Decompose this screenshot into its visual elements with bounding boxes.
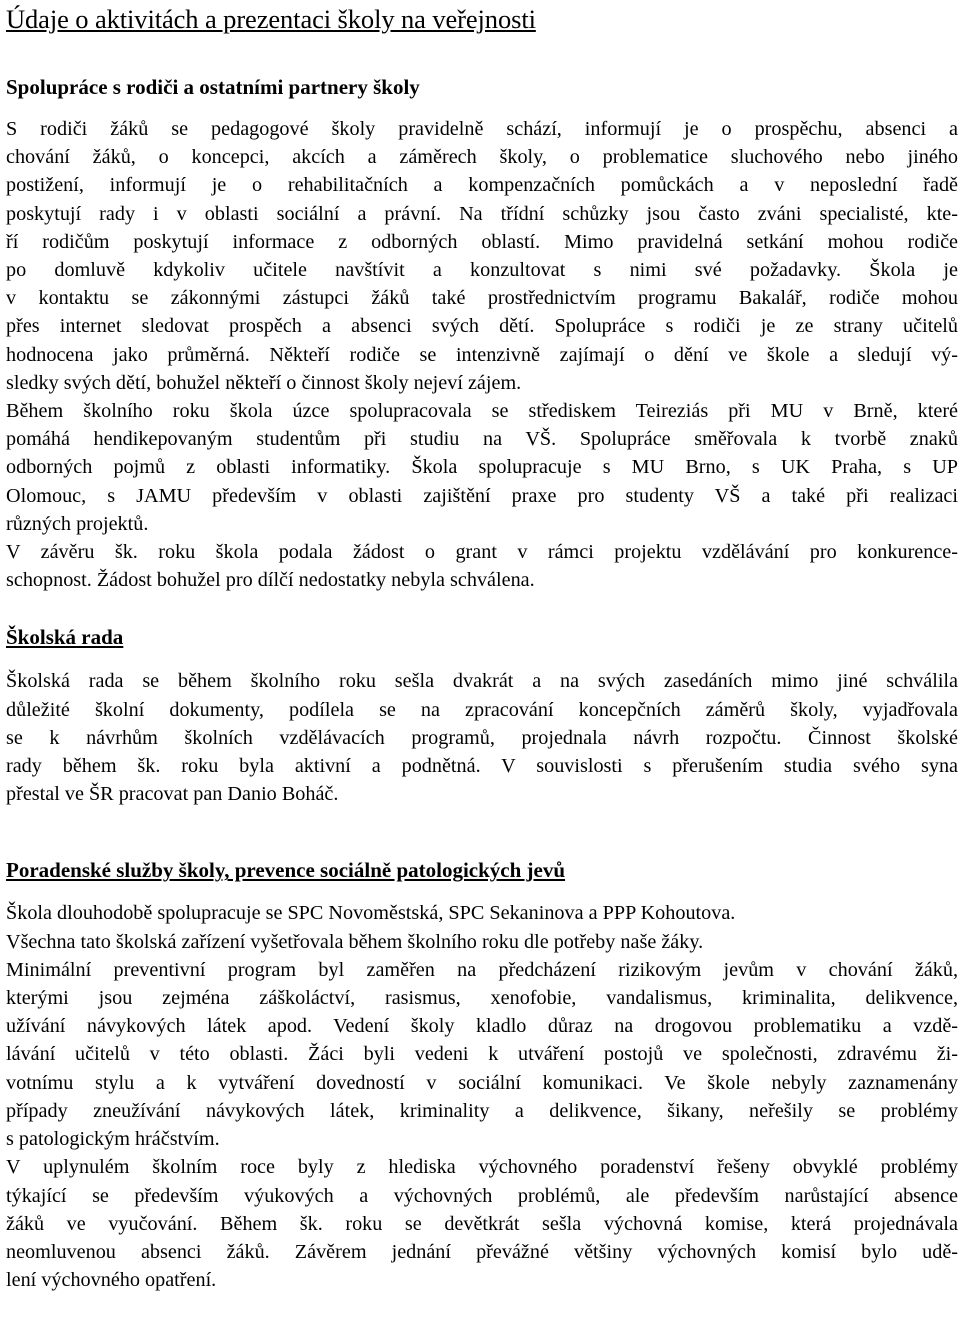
text-line: lávání učitelů v této oblasti. Žáci byli vedeni k utváření postojů ve společnosti, zdravému ži- (6, 1043, 958, 1066)
section-heading-spoluprace: Spolupráce s rodiči a ostatními partnery školy (6, 75, 420, 99)
text-line: se k návrhům školních vzdělávacích programů, projednala návrh rozpočtu. Činnost školské (6, 726, 958, 749)
section-heading-poradenske-sluzby: Poradenské služby školy, prevence sociálně patologických jevů (6, 858, 566, 883)
text-line: žáků ve vyučování. Během šk. roku se devětkrát sešla výchovná komise, která projednávala (6, 1212, 958, 1235)
text-line: votnímu stylu a k vytváření dovedností v sociální komunikaci. Ve škole nebyly zaznamenány (6, 1071, 958, 1094)
text-line: týkající se především výukových a výchovných problémů, ale především narůstající absence (6, 1184, 958, 1207)
text-line: po domluvě kdykoliv učitele navštívit a konzultovat s nimi své požadavky. Škola je (6, 259, 958, 282)
text-line: případy zneužívání návykových látek, kriminality a delikvence, šikany, neřešily se problémy (6, 1099, 958, 1122)
text-line: V závěru šk. roku škola podala žádost o grant v rámci projektu vzdělávání pro konkurence- (6, 541, 958, 564)
text-line: důležité školní dokumenty, podílela se na zpracování koncepčních záměrů školy, vyjadřovala (6, 698, 958, 721)
text-line: pomáhá hendikepovaným studentům při studiu na VŠ. Spolupráce směřovala k tvorbě znaků (6, 428, 958, 451)
text-line: S rodiči žáků se pedagogové školy pravidelně schází, informují je o prospěchu, absenci a (6, 118, 958, 140)
text-line: neomluvenou absenci žáků. Závěrem jednání převážné většiny výchovných komisí bylo udě- (6, 1240, 958, 1263)
text-line: v kontaktu se zákonnými zástupci žáků také prostřednictvím programu Bakalář, rodiče mohou (6, 287, 958, 310)
text-line: Všechna tato školská zařízení vyšetřovala během školního roku dle potřeby naše žáky. (6, 930, 704, 953)
text-line: užívání návykových látek apod. Vedení školy kladlo důraz na drogovou problematiku a vzdě- (6, 1015, 958, 1038)
text-line: Škola dlouhodobě spolupracuje se SPC Novoměstská, SPC Sekaninova a PPP Kohoutova. (6, 902, 736, 925)
text-line: V uplynulém školním roce byly z hlediska výchovného poradenství řešeny obvyklé problémy (6, 1156, 958, 1179)
text-line: přes internet sledovat prospěch a absenci svých dětí. Spolupráce s rodiči je ze strany učitelů (6, 315, 958, 338)
section-body-skolska-rada (6, 667, 958, 808)
text-line: Olomouc, s JAMU především v oblasti zajištění praxe pro studenty VŠ a také při realizaci (6, 484, 958, 507)
text-line: přestal ve ŠR pracovat pan Danio Boháč. (6, 783, 339, 806)
text-line: lení výchovného opatření. (6, 1269, 217, 1292)
section-body-spoluprace (6, 115, 958, 594)
section-body-poradenske-sluzby (6, 899, 958, 1294)
text-line: postižení, informují je o rehabilitačních a kompenzačních pomůckách a v neposlední řadě (6, 174, 958, 197)
text-line: různých projektů. (6, 512, 149, 535)
text-line: Školská rada se během školního roku sešla dvakrát a na svých zasedáních mimo jiné schválila (6, 670, 958, 693)
text-line: schopnost. Žádost bohužel pro dílčí nedostatky nebyla schválena. (6, 569, 535, 592)
text-line: Během školního roku škola úzce spolupracovala se střediskem Teireziás při MU v Brně, které (6, 400, 958, 423)
text-line: ří rodičům poskytují informace z odborných oblastí. Mimo pravidelná setkání mohou rodiče (6, 230, 958, 253)
page-title: Údaje o aktivitách a prezentaci školy na veřejnosti (6, 4, 536, 34)
text-line: kterými jsou zejména záškoláctví, rasismus, xenofobie, vandalismus, kriminalita, delikvence, (6, 987, 958, 1010)
text-line: rady během šk. roku byla aktivní a podnětná. V souvislosti s přerušením studia svého syna (6, 755, 958, 778)
text-line: hodnocena jako průměrná. Někteří rodiče se intenzivně zajímají o dění ve škole a sledují vý- (6, 343, 958, 366)
text-line: poskytují rady i v oblasti sociální a právní. Na třídní schůzky jsou často zváni specialisté, kte- (6, 202, 958, 225)
text-line: sledky svých dětí, bohužel někteří o činnost školy nejeví zájem. (6, 371, 522, 394)
text-line: s patologickým hráčstvím. (6, 1128, 220, 1151)
text-line: Minimální preventivní program byl zaměřen na předcházení rizikovým jevům v chování žáků, (6, 958, 958, 981)
text-line: chování žáků, o koncepci, akcích a záměrech školy, o problematice sluchového nebo jiného (6, 146, 958, 169)
section-heading-skolska-rada: Školská rada (6, 625, 124, 650)
text-line: odborných pojmů z oblasti informatiky. Škola spolupracuje s MU Brno, s UK Praha, s UP (6, 456, 958, 479)
